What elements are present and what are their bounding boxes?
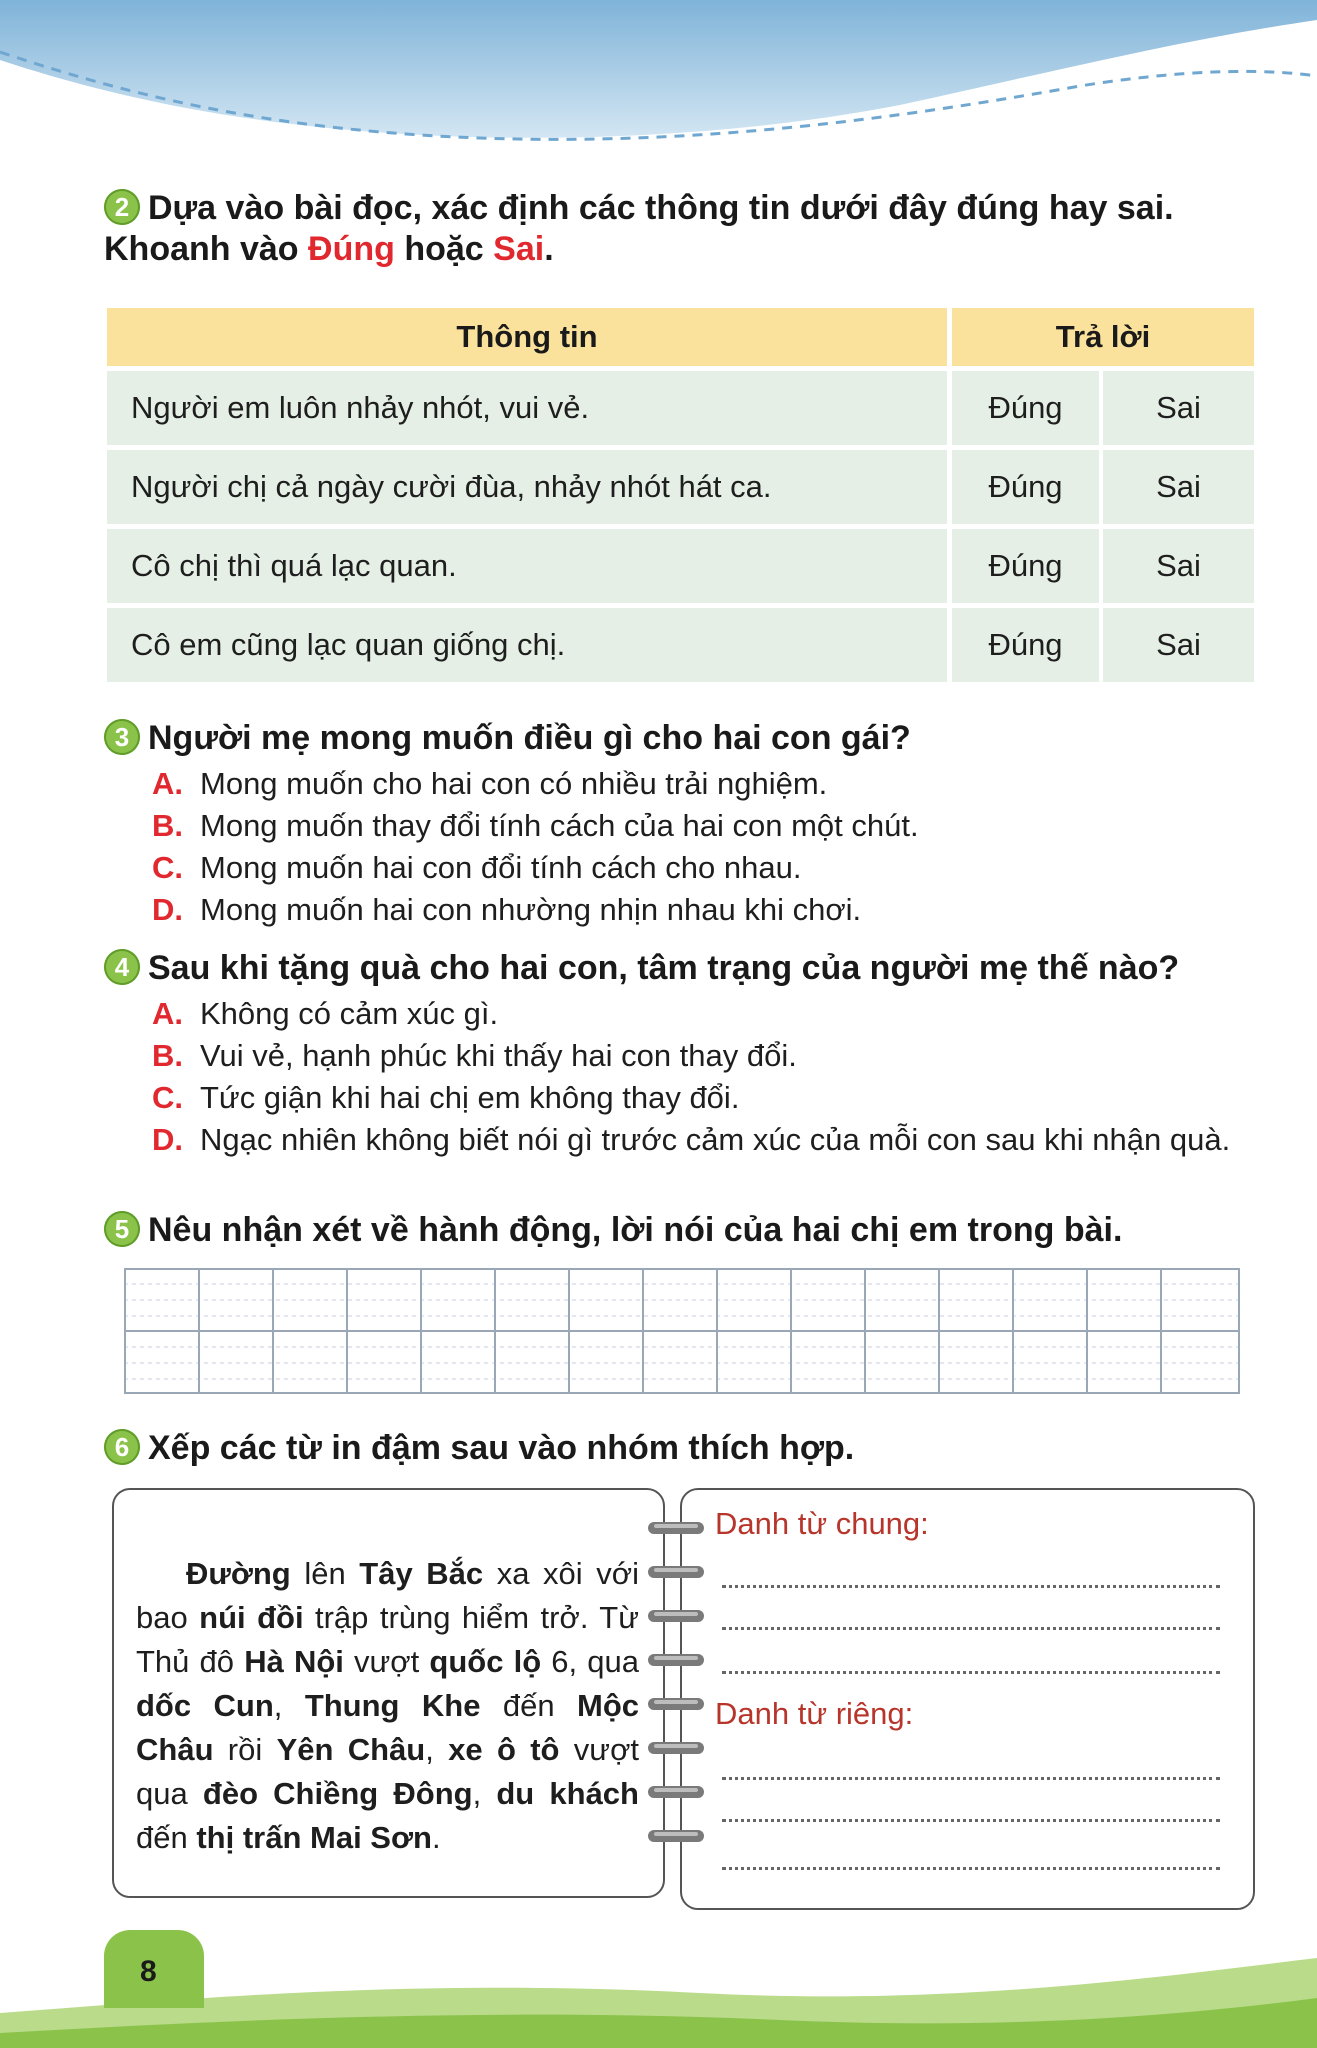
row-info: Cô chị thì quá lạc quan. [107, 529, 952, 603]
option-d[interactable]: D. Ngạc nhiên không biết nói gì trước cảm xúc của mỗi con sau khi nhận quà. [152, 1122, 1231, 1157]
header-wave-decoration [0, 0, 1317, 150]
answer-line[interactable] [722, 1867, 1220, 1870]
writing-grid[interactable] [124, 1268, 1240, 1394]
table-row [107, 529, 1254, 603]
question-number-badge: 2 [104, 189, 140, 225]
table-row [107, 371, 1254, 445]
option-d[interactable]: D. Mong muốn hai con nhường nhịn nhau khi chơi. [152, 892, 862, 927]
answer-line[interactable] [722, 1671, 1220, 1674]
answer-line[interactable] [722, 1777, 1220, 1780]
question-number-badge: 4 [104, 949, 140, 985]
answer-false[interactable]: Sai [1103, 608, 1254, 682]
option-b[interactable]: B. Vui vẻ, hạnh phúc khi thấy hai con thay đổi. [152, 1038, 797, 1073]
answer-true[interactable]: Đúng [952, 371, 1103, 445]
row-info: Người chị cả ngày cười đùa, nhảy nhót hát ca. [107, 450, 952, 524]
binder-rings-icon [646, 1522, 706, 1872]
option-a[interactable]: A. Không có cảm xúc gì. [152, 996, 499, 1031]
question-2-heading: 2 Dựa vào bài đọc, xác định các thông tin dưới đây đúng hay sai. Khoanh vào Đúng hoặc Sai. [104, 189, 1174, 269]
row-info: Người em luôn nhảy nhót, vui vẻ. [107, 371, 952, 445]
common-noun-label: Danh từ chung: [715, 1506, 929, 1541]
answer-line[interactable] [722, 1627, 1220, 1630]
answer-line[interactable] [722, 1585, 1220, 1588]
option-a[interactable]: A. Mong muốn cho hai con có nhiều trải nghiệm. [152, 766, 828, 801]
table-header-row [107, 308, 1254, 366]
header-info: Thông tin [107, 308, 952, 366]
question-number-badge: 3 [104, 719, 140, 755]
question-3-options [152, 763, 919, 931]
answer-false[interactable]: Sai [1103, 450, 1254, 524]
question-3-heading: 3 Người mẹ mong muốn điều gì cho hai con gái? [104, 718, 911, 759]
answer-false[interactable]: Sai [1103, 529, 1254, 603]
answer-line[interactable] [722, 1819, 1220, 1822]
answer-false[interactable]: Sai [1103, 371, 1254, 445]
option-b[interactable]: B. Mong muốn thay đổi tính cách của hai con một chút. [152, 808, 919, 843]
answer-true[interactable]: Đúng [952, 608, 1103, 682]
option-c[interactable]: C. Tức giận khi hai chị em không thay đổi. [152, 1080, 740, 1115]
option-c[interactable]: C. Mong muốn hai con đổi tính cách cho nhau. [152, 850, 802, 885]
word-false: Sai [493, 230, 545, 269]
proper-noun-label: Danh từ riêng: [715, 1696, 914, 1731]
question-6-heading: 6 Xếp các từ in đậm sau vào nhóm thích hợp. [104, 1428, 854, 1469]
word-true: Đúng [308, 230, 395, 269]
passage-box [112, 1488, 665, 1898]
answer-true[interactable]: Đúng [952, 450, 1103, 524]
page-number: 8 [140, 1955, 157, 1988]
answer-true[interactable]: Đúng [952, 529, 1103, 603]
true-false-table [107, 303, 1254, 687]
question-number-badge: 6 [104, 1429, 140, 1465]
question-5-heading: 5 Nêu nhận xét về hành động, lời nói của hai chị em trong bài. [104, 1210, 1122, 1251]
passage-text: Đường lên Tây Bắc xa xôi với bao núi đồi trập trùng hiểm trở. Từ Thủ đô Hà Nội vượt quốc lộ 6, qua dốc Cun, Thung Khe đến Mộc Châu rồi Yên Châu, xe ô tô vượt qua đèo Chiềng Đông, du khách đến thị trấn Mai Sơn. [136, 1556, 640, 1855]
question-4-heading: 4 Sau khi tặng quà cho hai con, tâm trạng của người mẹ thế nào? [104, 948, 1179, 989]
row-info: Cô em cũng lạc quan giống chị. [107, 608, 952, 682]
question-number-badge: 5 [104, 1211, 140, 1247]
table-row [107, 450, 1254, 524]
question-4-options [152, 993, 1305, 1161]
table-row [107, 608, 1254, 682]
header-answer: Trả lời [952, 308, 1254, 366]
